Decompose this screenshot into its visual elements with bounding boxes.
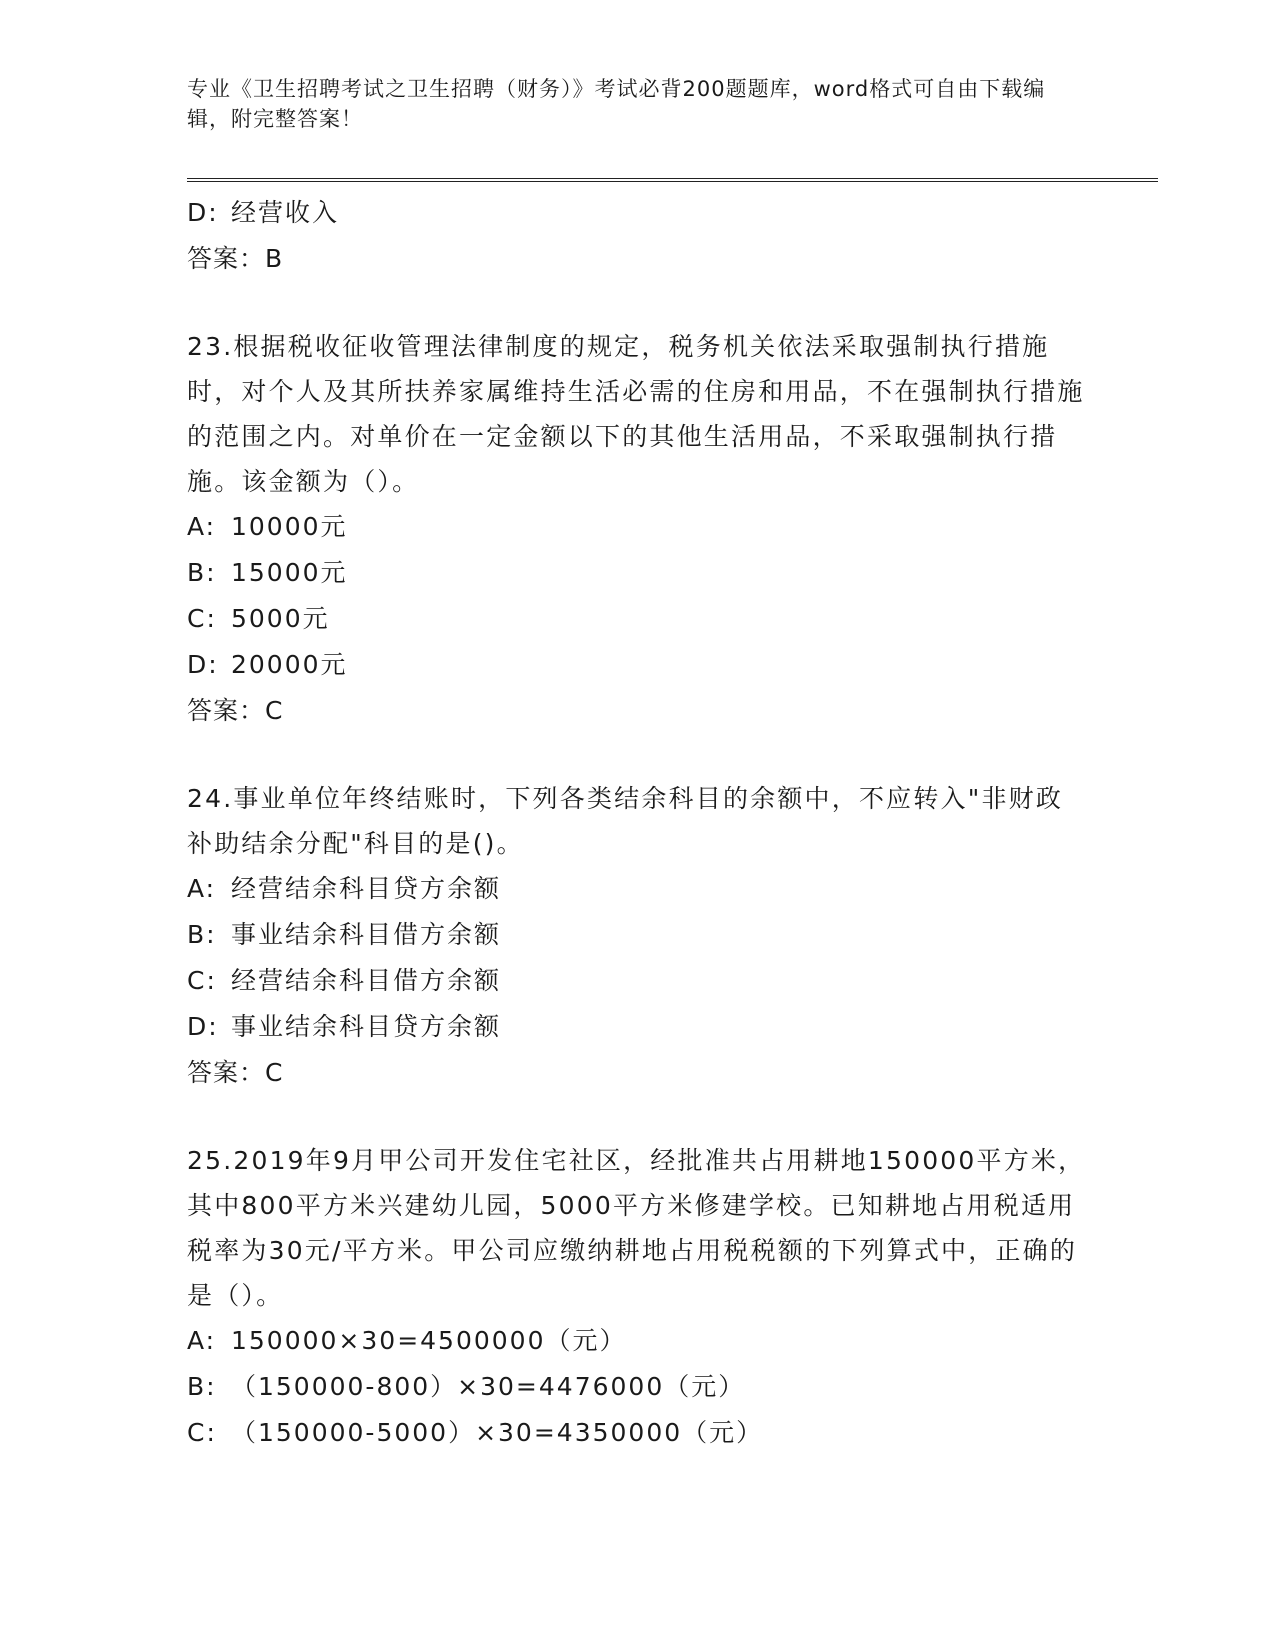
option-text: 150000×30=4500000（元） [231,1326,627,1355]
option-c [187,596,1087,642]
document-header: 专业《卫生招聘考试之卫生招聘（财务）》考试必背200题题库，word格式可自由下载编辑，附完整答案！ [187,77,1046,131]
option-letter: D: [187,1012,219,1041]
option-letter: D: [187,650,219,679]
option-d [187,1004,1087,1050]
option-text: 事业结余科目借方余额 [231,920,502,949]
option-a [187,866,1087,912]
option-a [187,1318,1087,1364]
option-text: 10000元 [231,512,348,541]
option-letter: B: [187,558,217,587]
option-d [187,642,1087,688]
answer-q22: 答案：B [187,244,284,273]
document-body [187,190,1087,1456]
option-letter: C: [187,604,217,633]
option-letter: A: [187,874,217,903]
question-stem: 25.2019年9月甲公司开发住宅社区，经批准共占用耕地150000平方米，其中800平方米兴建幼儿园，5000平方米修建学校。已知耕地占用税适用税率为30元/平方米。甲公司应缴纳耕地占用税税额的下列算式中，正确的是（）。 [187,1146,1086,1310]
question-23 [187,324,1087,734]
option-c [187,1410,1087,1456]
option-letter: B: [187,1372,217,1401]
option-text: （150000-800）×30=4476000（元） [231,1372,746,1401]
question-25 [187,1138,1087,1456]
option-b [187,912,1087,958]
option-b [187,1364,1087,1410]
option-text: 经营结余科目贷方余额 [231,874,502,903]
answer: 答案：C [187,696,284,725]
header-divider [187,178,1158,182]
option-d-q22 [187,190,1087,236]
option-b [187,550,1087,596]
option-c [187,958,1087,1004]
option-letter: A: [187,1326,217,1355]
question-stem: 23.根据税收征收管理法律制度的规定，税务机关依法采取强制执行措施时，对个人及其所扶养家属维持生活必需的住房和用品，不在强制执行措施的范围之内。对单价在一定金额以下的其他生活用品，不采取强制执行措施。该金额为（）。 [187,332,1085,496]
option-text: 经营结余科目借方余额 [231,966,502,995]
option-letter: D: [187,198,219,227]
question-24 [187,776,1087,1096]
option-letter: C: [187,966,217,995]
option-text: 事业结余科目贷方余额 [231,1012,502,1041]
option-a [187,504,1087,550]
option-letter: B: [187,920,217,949]
option-text: （150000-5000）×30=4350000（元） [231,1418,764,1447]
question-stem: 24.事业单位年终结账时，下列各类结余科目的余额中，不应转入"非财政补助结余分配"科目的是()。 [187,784,1064,858]
option-text: 15000元 [231,558,348,587]
answer: 答案：C [187,1058,284,1087]
option-letter: C: [187,1418,217,1447]
option-text: 经营收入 [231,198,340,227]
option-text: 5000元 [231,604,330,633]
option-letter: A: [187,512,217,541]
option-text: 20000元 [231,650,348,679]
